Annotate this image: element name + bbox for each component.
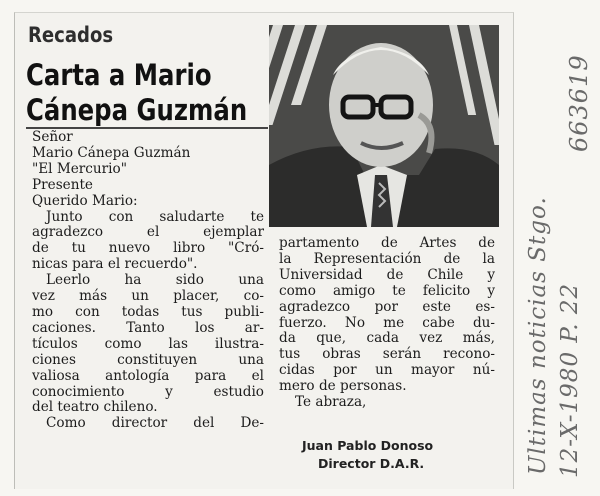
body-line: ciones constituyen una: [32, 351, 264, 368]
handwritten-source-note: Ultimas noticias Stgo.: [525, 196, 551, 475]
salutation-line: Querido Mario:: [32, 192, 138, 209]
salutation-line: Mario Cánepa Guzmán: [32, 144, 191, 161]
body-line: Junto con saludarte te: [46, 208, 264, 225]
body-line: cidas por un mayor nú-: [279, 362, 495, 379]
body-line: tículos como las ilustra-: [32, 335, 264, 352]
body-line: Universidad de Chile y: [279, 266, 495, 283]
body-line: fuerzo. No me cabe du-: [279, 314, 495, 331]
letter-column-2: [279, 236, 495, 411]
body-line: vez más un placer, co-: [32, 288, 264, 305]
body-line: agradezco el ejemplar: [32, 224, 264, 241]
body-line: como amigo te felicito y: [279, 282, 495, 299]
headline-line-2: Cánepa Guzmán: [26, 93, 248, 127]
body-line: nicas para el recuerdo".: [32, 256, 198, 273]
body-line: la Representación de la: [279, 250, 495, 267]
body-line: mo con todas tus publi-: [32, 303, 264, 320]
headline-line-1: Carta a Mario: [26, 58, 212, 92]
body-line: de tu nuevo libro "Cró-: [32, 240, 264, 257]
body-line: tus obras serán recono-: [279, 346, 495, 363]
section-label: Recados: [28, 23, 114, 47]
body-line: del teatro chileno.: [32, 399, 158, 416]
body-line: conocimiento y estudio: [32, 383, 264, 400]
body-line: agradezco por este es-: [279, 298, 495, 315]
closing-line: Te abraza,: [295, 394, 367, 411]
body-line: mero de personas.: [279, 378, 407, 395]
body-line: valiosa antología para el: [32, 367, 264, 384]
handwritten-date-note: 12-X-1980 P. 22: [557, 282, 583, 478]
body-line: partamento de Artes de: [279, 235, 495, 251]
signature-name: Juan Pablo Donoso: [302, 438, 434, 453]
salutation-line: Señor: [32, 129, 73, 145]
salutation-line: "El Mercurio": [32, 160, 127, 177]
body-line: caciones. Tanto los ar-: [32, 319, 264, 336]
portrait-photo: [269, 25, 499, 227]
letter-column-1: [32, 130, 264, 432]
body-line: da que, cada vez más,: [279, 330, 495, 347]
body-line: Leerlo ha sido una: [46, 272, 264, 289]
salutation-line: Presente: [32, 176, 93, 193]
handwritten-archive-number: 663619: [565, 54, 593, 152]
signature-title: Director D.A.R.: [318, 456, 425, 471]
body-line: Como director del De-: [46, 415, 264, 432]
